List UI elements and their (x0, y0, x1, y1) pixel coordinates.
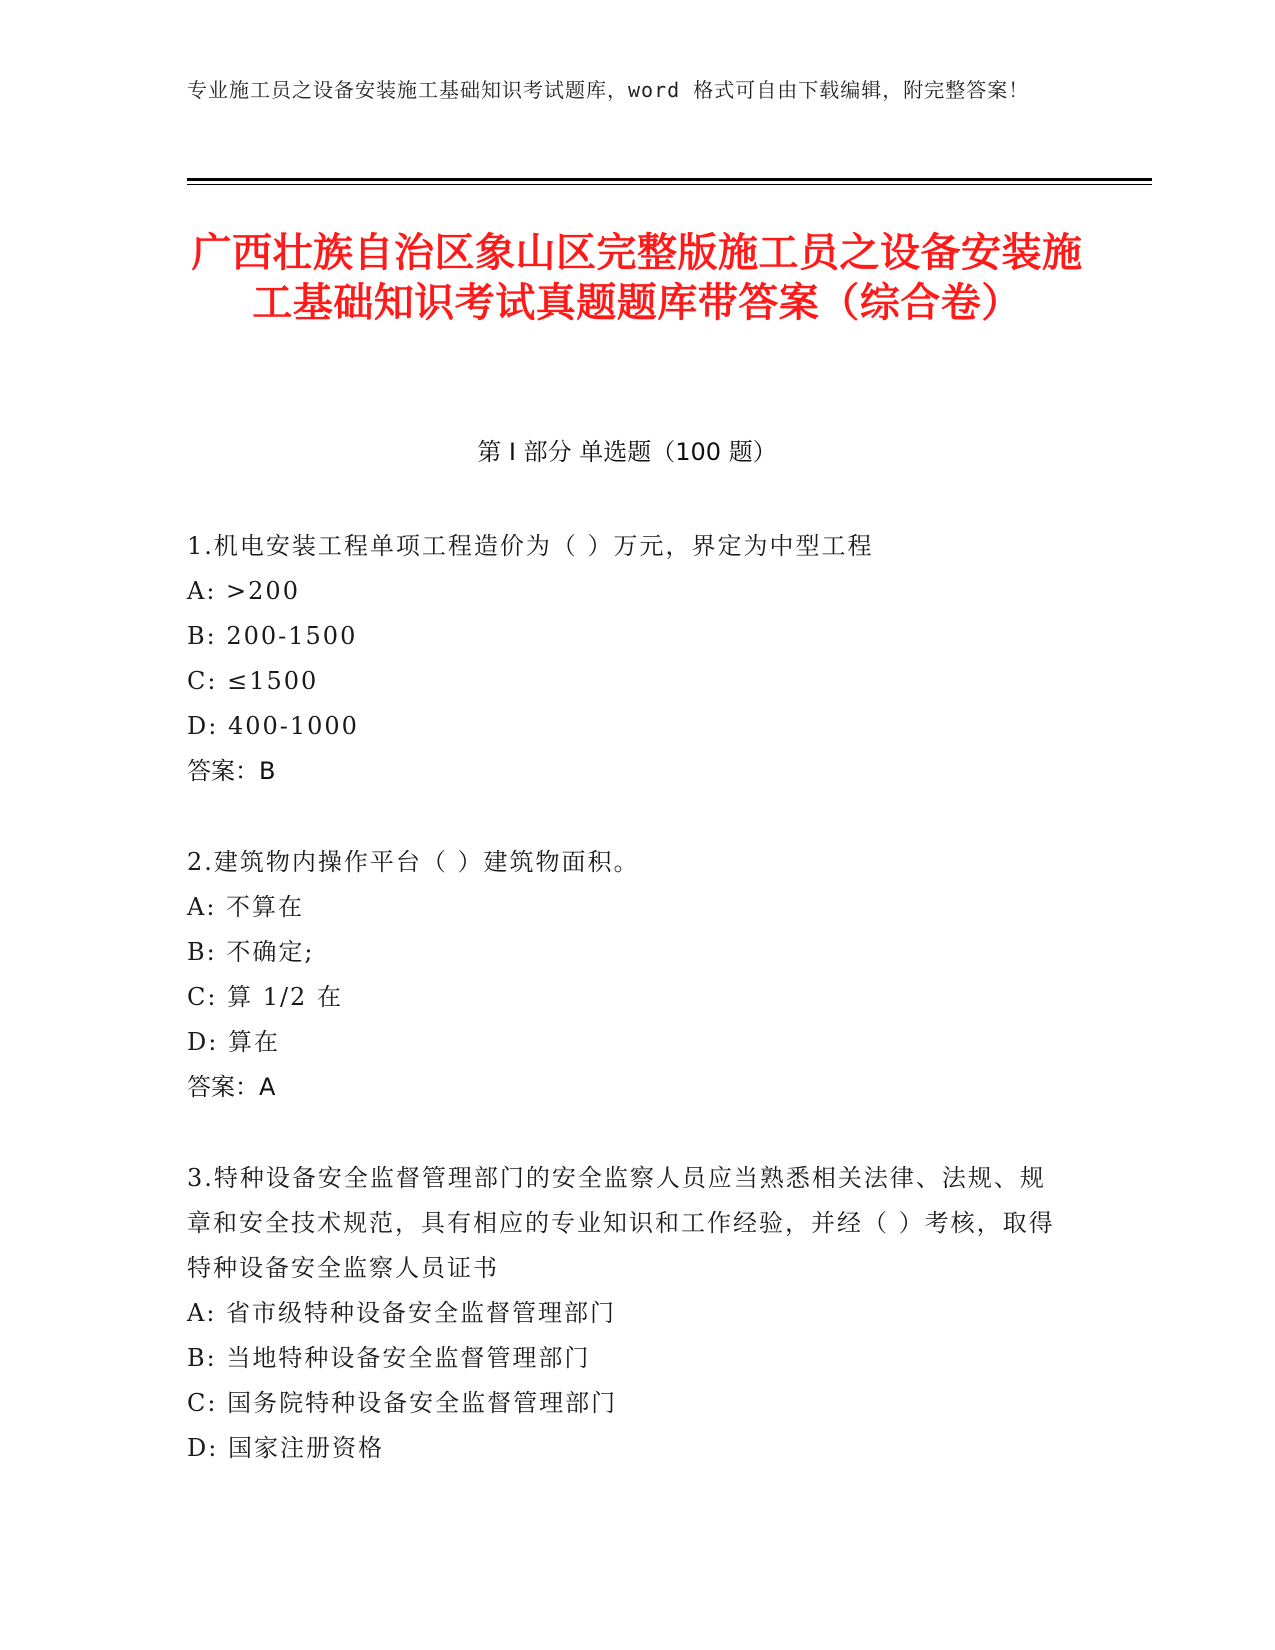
option-d: D: 算在 (187, 1028, 280, 1056)
question-1 (187, 524, 1067, 794)
answer: 答案：A (187, 1073, 276, 1101)
document-title: 广西壮族自治区象山区完整版施工员之设备安装施工基础知识考试真题题库带答案（综合卷） (191, 230, 1083, 326)
option-c: C: 国务院特种设备安全监督管理部门 (187, 1389, 618, 1417)
option-b: B: 不确定; (187, 938, 315, 966)
header-rule-thick (187, 178, 1152, 181)
option-d: D: 国家注册资格 (187, 1434, 384, 1462)
option-d: D: 400-1000 (187, 712, 359, 740)
answer: 答案：B (187, 757, 276, 785)
option-b: B: 当地特种设备安全监督管理部门 (187, 1344, 591, 1372)
question-stem: 2.建筑物内操作平台（ ）建筑物面积。 (187, 848, 640, 876)
option-c: C: 算 1/2 在 (187, 983, 343, 1011)
header-note: 专业施工员之设备安装施工基础知识考试题库，word 格式可自由下载编辑，附完整答案！ (187, 78, 1030, 102)
section-heading: 第 I 部分 单选题（100 题） (477, 438, 777, 466)
option-a: A: >200 (187, 577, 300, 605)
option-b: B: 200-1500 (187, 622, 358, 650)
question-stem: 1.机电安装工程单项工程造价为（ ）万元，界定为中型工程 (187, 532, 874, 560)
header-rule-thin (187, 184, 1152, 185)
option-c: C: ≤1500 (187, 667, 319, 695)
question-stem: 3.特种设备安全监督管理部门的安全监察人员应当熟悉相关法律、法规、规章和安全技术规范，具有相应的专业知识和工作经验，并经（ ）考核，取得特种设备安全监察人员证书 (187, 1164, 1055, 1282)
question-list (187, 524, 1067, 1517)
question-2 (187, 840, 1067, 1110)
question-3 (187, 1156, 1067, 1471)
option-a: A: 不算在 (187, 893, 305, 921)
option-a: A: 省市级特种设备安全监督管理部门 (187, 1299, 617, 1327)
